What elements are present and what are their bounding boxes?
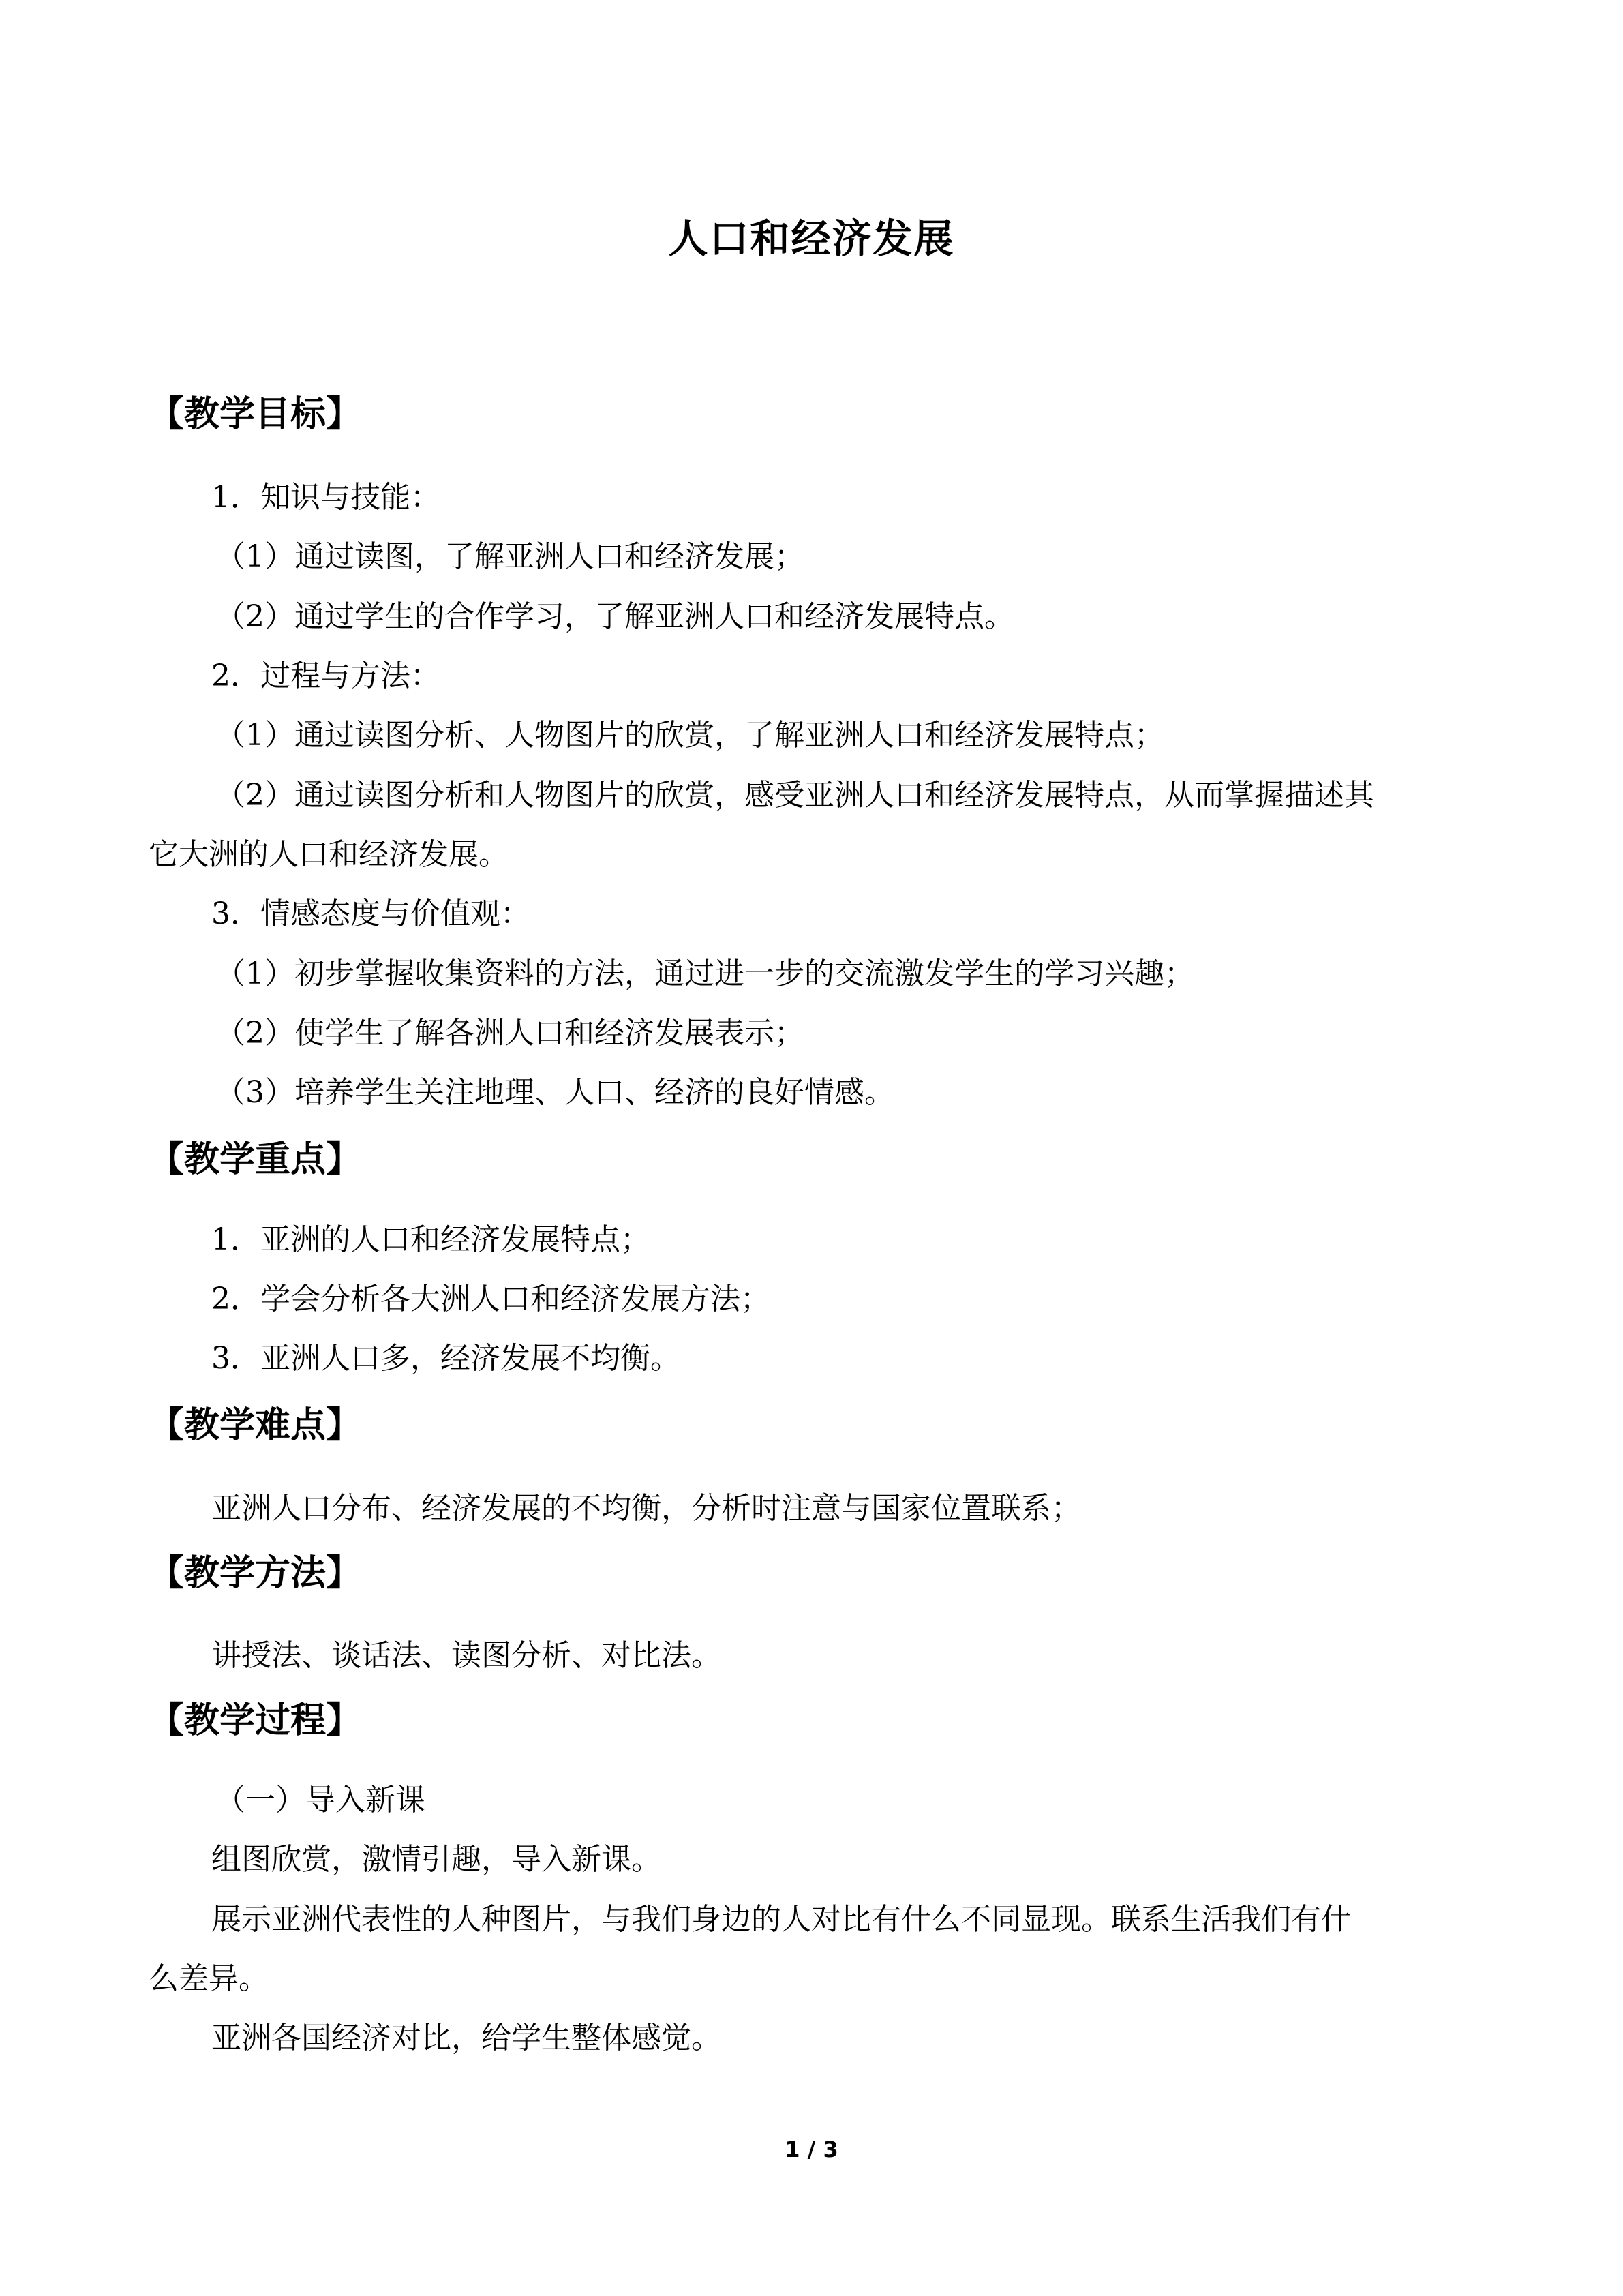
section-heading-objectives: 【教学目标】: [149, 394, 362, 435]
process-line: 么差异。: [149, 1961, 269, 1996]
key-point-line: 3．亚洲人口多，经济发展不均衡。: [211, 1341, 680, 1376]
section-heading-difficulties: 【教学难点】: [149, 1405, 362, 1446]
document-title: 人口和经济发展: [668, 215, 955, 262]
section-heading-key-points: 【教学重点】: [149, 1139, 362, 1180]
process-line: 组图欣赏，激情引趣，导入新课。: [211, 1842, 661, 1877]
key-point-line: 1．亚洲的人口和经济发展特点；: [211, 1222, 650, 1257]
difficulty-line: 亚洲人口分布、经济发展的不均衡，分析时注意与国家位置联系；: [211, 1491, 1081, 1526]
objective-line: 1．知识与技能：: [211, 480, 440, 515]
objective-line: （2）通过学生的合作学习，了解亚洲人口和经济发展特点。: [215, 599, 1014, 634]
page-number: 1 / 3: [785, 2136, 838, 2162]
objective-line: （2）使学生了解各洲人口和经济发展表示；: [215, 1016, 804, 1051]
process-line: 展示亚洲代表性的人种图片，与我们身边的人对比有什么不同显现。联系生活我们有什: [211, 1902, 1351, 1937]
objective-line: （1）通过读图，了解亚洲人口和经济发展；: [215, 539, 804, 574]
process-line: 亚洲各国经济对比，给学生整体感觉。: [211, 2021, 721, 2055]
section-heading-process: 【教学过程】: [149, 1700, 362, 1741]
objective-line: 它大洲的人口和经济发展。: [149, 837, 509, 872]
objective-line: （3）培养学生关注地理、人口、经济的良好情感。: [215, 1075, 894, 1110]
objective-line: 2．过程与方法：: [211, 659, 440, 693]
process-line: （一）导入新课: [215, 1783, 425, 1817]
objective-line: 3．情感态度与价值观：: [211, 896, 530, 931]
section-heading-methods: 【教学方法】: [149, 1553, 362, 1594]
method-line: 讲授法、谈话法、读图分析、对比法。: [211, 1638, 721, 1673]
objective-line: （1）初步掌握收集资料的方法，通过进一步的交流激发学生的学习兴趣；: [215, 956, 1194, 991]
objective-line: （1）通过读图分析、人物图片的欣赏，了解亚洲人口和经济发展特点；: [215, 718, 1164, 753]
objective-line: （2）通过读图分析和人物图片的欣赏，感受亚洲人口和经济发展特点，从而掌握描述其: [215, 778, 1374, 813]
key-point-line: 2．学会分析各大洲人口和经济发展方法；: [211, 1282, 770, 1316]
